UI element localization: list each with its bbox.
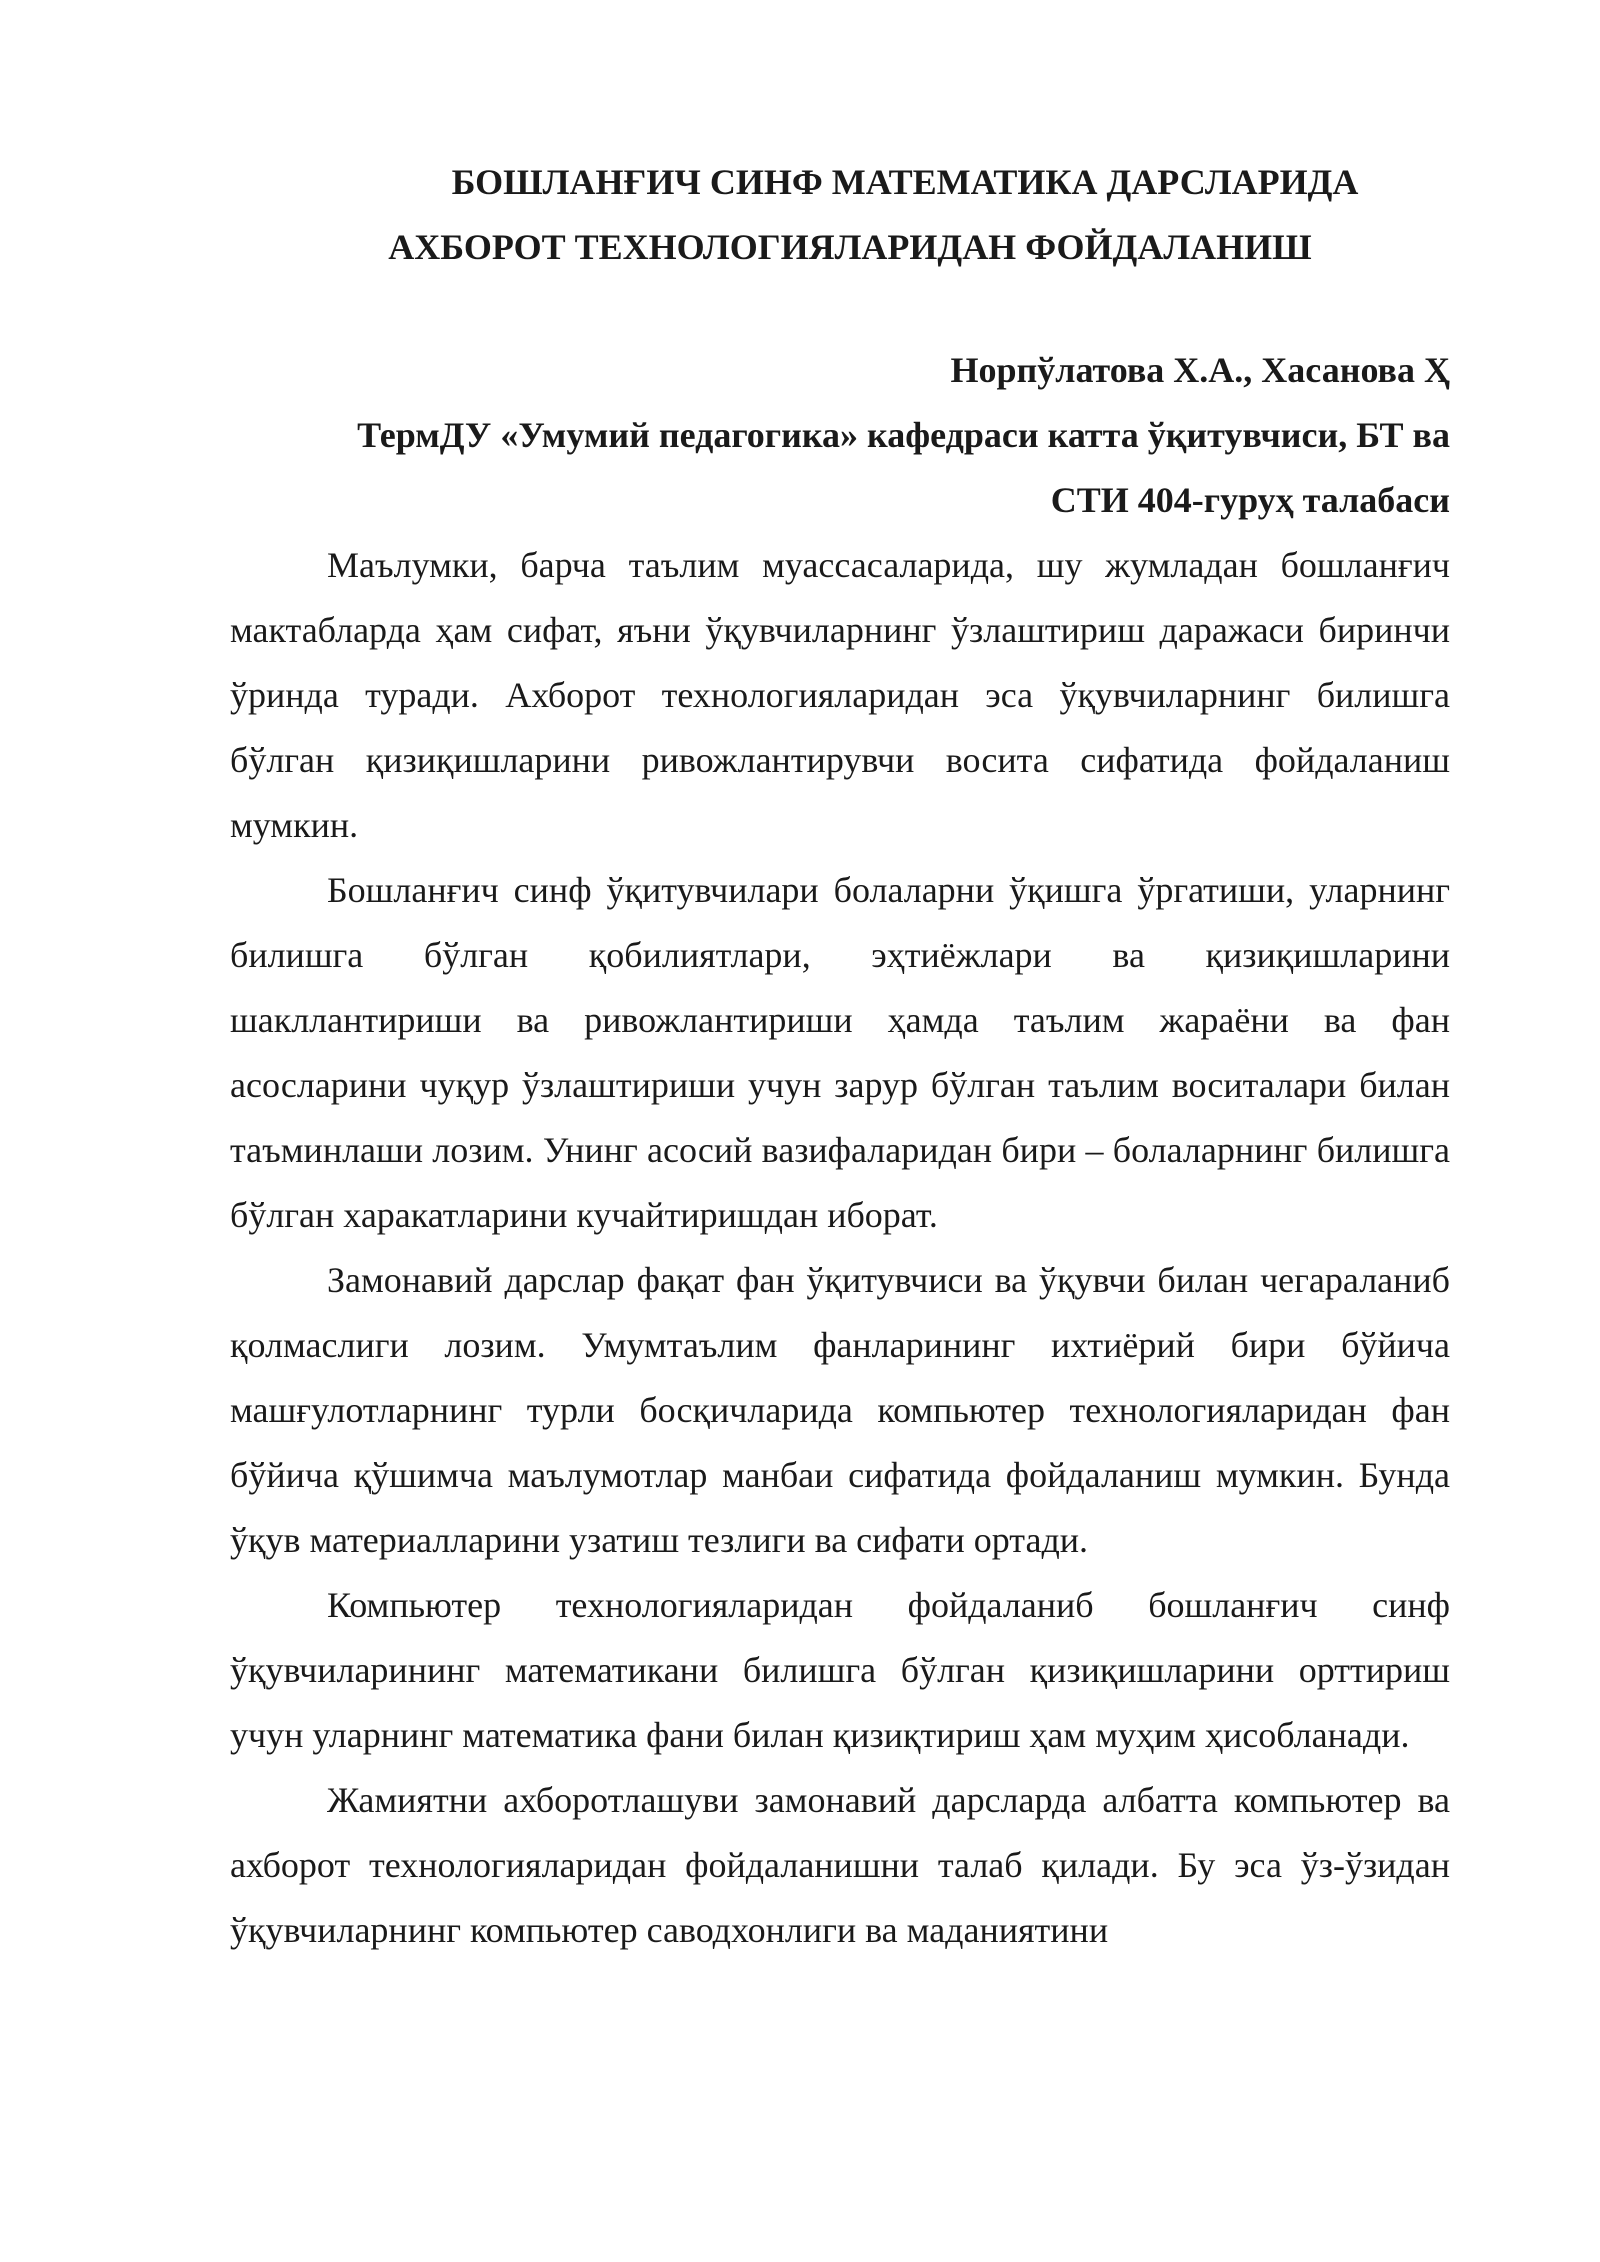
paragraph-4: Компьютер технологияларидан фойдаланиб бошланғич синф ўқувчиларининг математикани билишга бўлган қизиқишларини орттириш учун уларнинг математика фани билан қизиқтириш ҳам муҳим ҳисобланади. (230, 1585, 1450, 1755)
affiliation (230, 403, 1450, 533)
authors: Норпўлатова Х.А., Хасанова Ҳ (950, 350, 1450, 390)
paragraph-2: Бошланғич синф ўқитувчилари болаларни ўқишга ўргатиши, уларнинг билишга бўлган қобилиятлари, эҳтиёжлари ва қизиқишларини шакллантириши ва ривожлантириши ҳамда таълим жараёни ва фан асосларини чуқур ўзлаштириши учун зарур бўлган таълим воситалари билан таъминлаши лозим. Унинг асосий вазифаларидан бири – болаларнинг билишга бўлган харакатларини кучайтиришдан иборат. (230, 870, 1450, 1235)
paragraph-5: Жамиятни ахборотлашуви замонавий дарсларда албатта компьютер ва ахборот технологияларидан фойдаланишни талаб қилади. Бу эса ўз-ўзидан ўқувчиларнинг компьютер саводхонлиги ва маданиятини (230, 1780, 1450, 1950)
title-line-1: БОШЛАНҒИЧ СИНФ МАТЕМАТИКА ДАРСЛАРИДА (451, 162, 1359, 202)
body-text (230, 533, 1450, 1963)
paragraph-1: Маълумки, барча таълим муассасаларида, шу жумладан бошланғич мактабларда ҳам сифат, яъни ўқувчиларнинг ўзлаштириш даражаси биринчи ўринда туради. Ахборот технологияларидан эса ўқувчиларнинг билишга бўлган қизиқишларини ривожлантирувчи восита сифатида фойдаланиш мумкин. (230, 545, 1450, 845)
affiliation-line-1: ТермДУ «Умумий педагогика» кафедраси катта ўқитувчиси, БТ ва (357, 415, 1450, 455)
title-line-2: АХБОРОТ ТЕХНОЛОГИЯЛАРИДАН ФОЙДАЛАНИШ (388, 227, 1312, 267)
paragraph-3: Замонавий дарслар фақат фан ўқитувчиси ва ўқувчи билан чегараланиб қолмаслиги лозим. Умумтаълим фанларининг ихтиёрий бири бўйича машғулотларнинг турли босқичларида компьютер технологияларидан фан бўйича қўшимча маълумотлар манбаи сифатида фойдаланиш мумкин. Бунда ўқув материалларини узатиш тезлиги ва сифати ортади. (230, 1260, 1450, 1560)
document-title (230, 150, 1450, 280)
affiliation-line-2: СТИ 404-гуруҳ талабаси (1050, 480, 1450, 520)
